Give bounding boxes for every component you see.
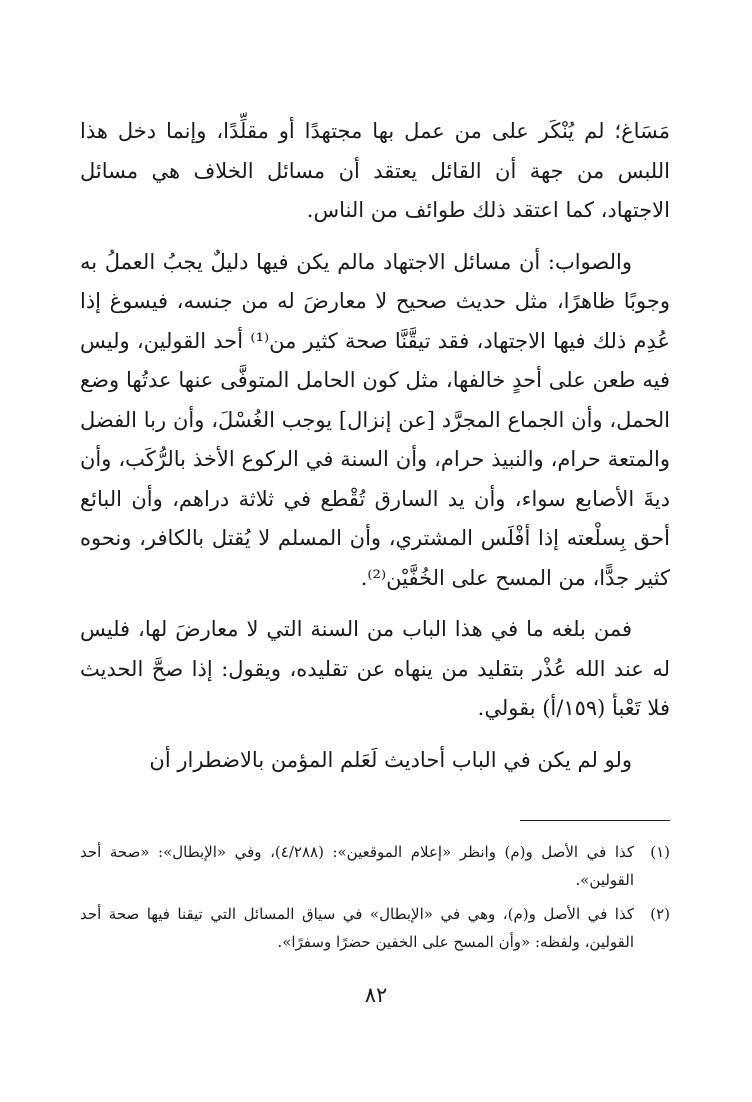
footnotes	[80, 838, 670, 962]
footnote-text: كذا في الأصل و(م) وانظر «إعلام الموقعين»: (٤/٢٨٨)، وفي «الإبطال»: «صحة أحد القولين».	[80, 843, 634, 889]
paragraph-2: والصواب: أن مسائل الاجتهاد مالم يكن فيها دليلٌ يجبُ العملُ به وجوبًا ظاهرًا، مثل حديث صحيح لا معارضَ له من جنسه، فيسوغ إذا عُدِم ذلك فيها الاجتهاد، فقد تيقَّنَّا صحة كثير من⁽¹⁾ أحد القولين، وليس فيه طعن على أحدٍ خالفها، مثل كون الحامل المتوفَّى عنها عدتُها وضع الحمل، وأن الجماع المجرَّد [عن إنزال] يوجب الغُسْلَ، وأن ربا الفضل والمتعة حرام، والنبيذ حرام، وأن السنة في الركوع الأخذ بالرُّكَب، وأن ديةَ الأصابع سواء، وأن يد السارق تُقْطع في ثلاثة دراهم، وأن البائع أحق بِسلْعته إذا أفْلَس المشتري، وأن المسلم لا يُقتل بالكافر، ونحوه كثير جدًّا، من المسح على الخُفَّيْن⁽²⁾.	[80, 249, 670, 590]
paragraph-3: فمن بلغه ما في هذا الباب من السنة التي لا معارضَ لها، فليس له عند الله عُذْر بتقليد من ينهاه عن تقليده، ويقول: إذا صحَّ الحديث فلا تَعْبأ (١٥٩/أ) بقولي.	[80, 617, 670, 720]
footnote-2	[80, 900, 670, 956]
main-text	[80, 112, 670, 780]
paragraph-1: مَسَاغ؛ لم يُنْكَر على من عمل بها مجتهدًا أو مقلِّدًا، وإنما دخل هذا اللبس من جهة أن القائل يعتقد أن مسائل الخلاف هي مسائل الاجتهاد، كما اعتقد ذلك طوائف من الناس.	[80, 119, 670, 222]
footnote-marker: (٢)	[650, 905, 670, 923]
footnote-marker: (١)	[650, 843, 670, 861]
footnote-separator	[520, 820, 670, 821]
footnote-text: كذا في الأصل و(م)، وهي في «الإبطال» في سياق المسائل التي تيقنا فيها صحة أحد القولين، ولفظه: «وأن المسح على الخفين حضرًا وسفرًا».	[80, 905, 634, 951]
paragraph-4: ولو لم يكن في الباب أحاديث لَعَلم المؤمن بالاضطرار أن	[149, 747, 632, 772]
page-number: ٨٢	[364, 983, 388, 1007]
footnote-1	[80, 838, 670, 894]
